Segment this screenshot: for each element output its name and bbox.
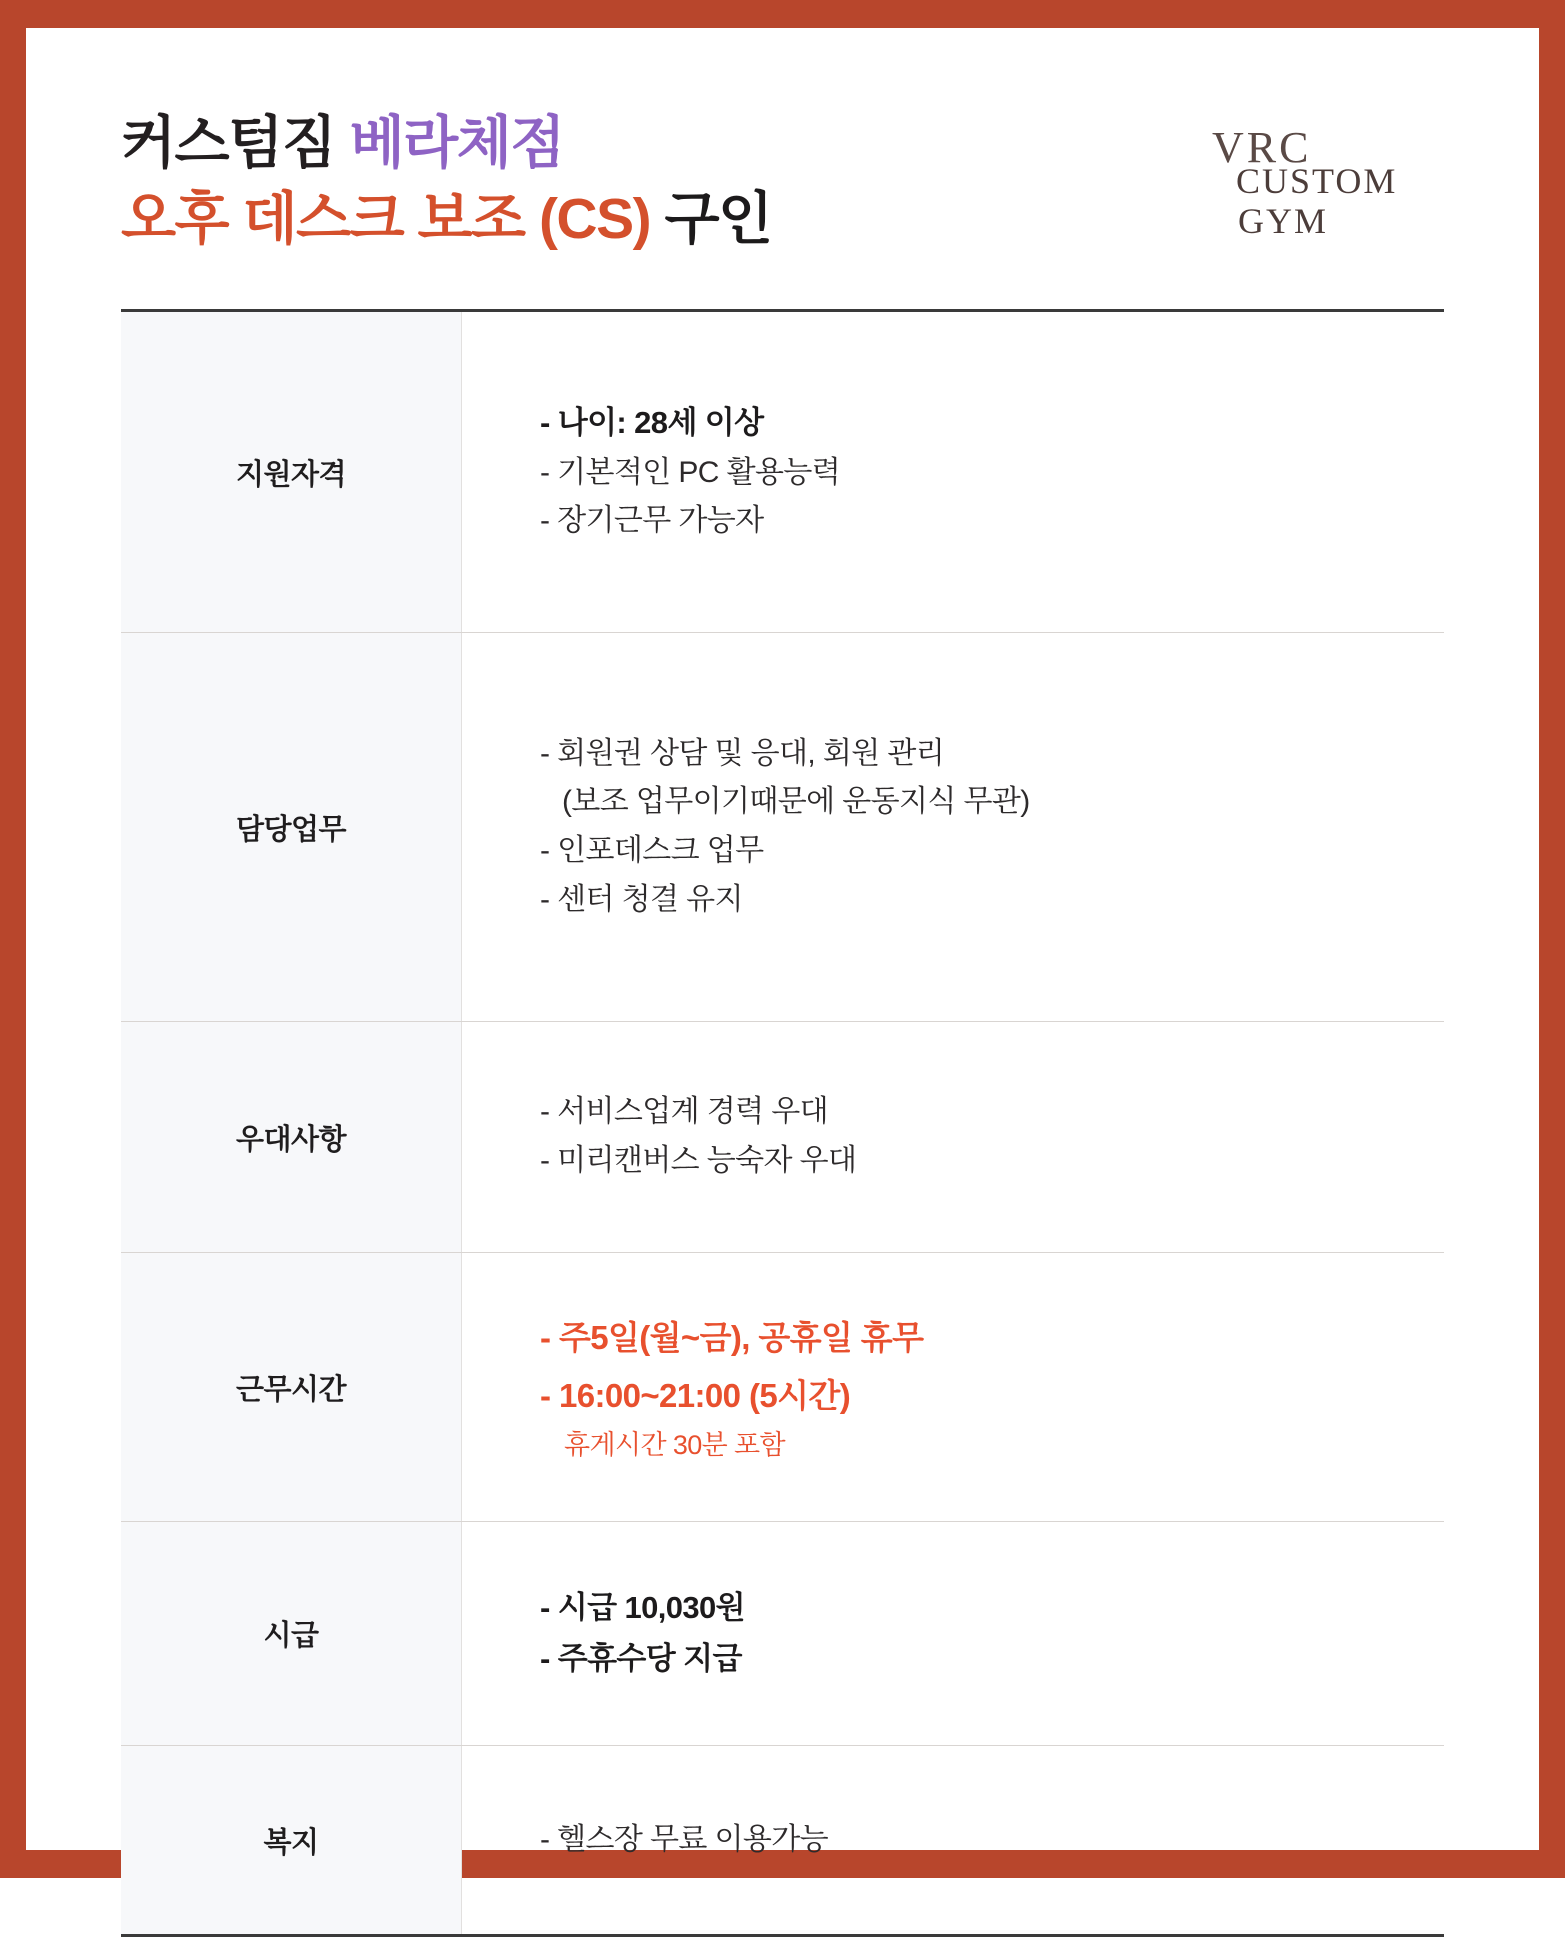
row-content-benefits bbox=[462, 1746, 1444, 1934]
row-label-wage: 시급 bbox=[121, 1522, 462, 1745]
detail-line: - 나이: 28세 이상 bbox=[540, 405, 764, 441]
logo-text-custom: CUSTOM bbox=[1236, 161, 1398, 201]
detail-line: - 시급 10,030원 bbox=[540, 1590, 746, 1626]
poster-header bbox=[121, 106, 1444, 291]
logo-text-vrc: VRC bbox=[1212, 123, 1312, 172]
row-label-working-hours: 근무시간 bbox=[121, 1253, 462, 1521]
title-company: 커스텀짐 bbox=[121, 111, 350, 175]
detail-line: - 주휴수당 지급 bbox=[540, 1640, 742, 1676]
detail-line: (보조 업무이기때문에 운동지식 무관) bbox=[562, 785, 1030, 819]
detail-line: - 주5일(월~금), 공휴일 휴무 bbox=[540, 1319, 924, 1356]
detail-line: - 기본적인 PC 활용능력 bbox=[540, 455, 841, 489]
table-row bbox=[121, 1022, 1444, 1253]
table-row bbox=[121, 1253, 1444, 1522]
title-block bbox=[121, 106, 1121, 258]
row-label-duties: 담당업무 bbox=[121, 633, 462, 1021]
detail-line: - 센터 청결 유지 bbox=[540, 882, 743, 916]
detail-line: - 장기근무 가능자 bbox=[540, 504, 764, 538]
title-hiring: 구인 bbox=[664, 186, 772, 251]
table-row bbox=[121, 633, 1444, 1022]
row-content-qualification bbox=[462, 312, 1444, 632]
logo-text-gym: GYM bbox=[1238, 201, 1329, 241]
row-content-working-hours bbox=[462, 1253, 1444, 1521]
row-content-wage bbox=[462, 1522, 1444, 1745]
title-line-1 bbox=[121, 106, 1121, 182]
table-row bbox=[121, 1746, 1444, 1934]
row-label-benefits: 복지 bbox=[121, 1746, 462, 1934]
detail-line: 휴게시간 30분 포함 bbox=[564, 1429, 786, 1460]
row-content-duties bbox=[462, 633, 1444, 1021]
row-label-qualification: 지원자격 bbox=[121, 312, 462, 632]
brand-logo bbox=[1116, 122, 1436, 242]
detail-line: - 인포데스크 업무 bbox=[540, 834, 764, 867]
detail-line: - 헬스장 무료 이용가능 bbox=[540, 1822, 829, 1856]
title-branch: 베라체점 bbox=[349, 111, 564, 175]
detail-line: - 서비스업계 경력 우대 bbox=[540, 1095, 829, 1129]
row-content-preferred bbox=[462, 1022, 1444, 1252]
title-line-2 bbox=[121, 182, 1121, 258]
table-row bbox=[121, 1522, 1444, 1746]
detail-line: - 16:00~21:00 (5시간) bbox=[540, 1376, 851, 1414]
poster-inner-canvas bbox=[26, 28, 1539, 1859]
job-details-table bbox=[121, 309, 1444, 1937]
table-row bbox=[121, 312, 1444, 633]
detail-line: - 미리캔버스 능숙자 우대 bbox=[540, 1144, 857, 1177]
title-position: 오후 데스크 보조 (CS) bbox=[121, 186, 665, 251]
row-label-preferred: 우대사항 bbox=[121, 1022, 462, 1252]
detail-line: - 회원권 상담 및 응대, 회원 관리 bbox=[540, 736, 945, 770]
